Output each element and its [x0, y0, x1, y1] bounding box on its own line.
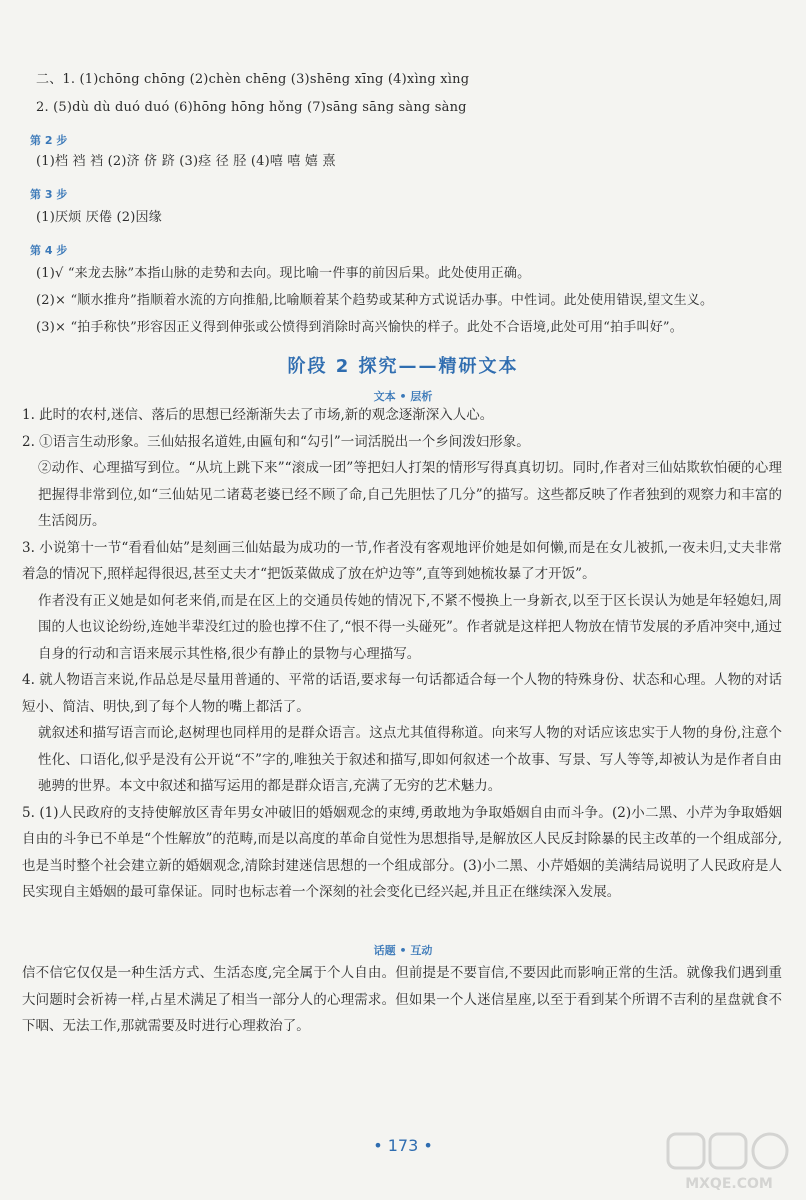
pinyin-line-2: 2. (5)dù dù duó duó (6)hōng hōng hǒng (7)sāng sāng sàng sàng: [36, 100, 467, 115]
step-2-heading: 第 2 步: [30, 134, 68, 147]
topic-paragraph: 信不信它仅仅是一种生活方式、生活态度,完全属于个人自由。但前提是不要盲信,不要因此而影响正常的生活。就像我们遇到重大问题时会祈祷一样,占星术满足了相当一部分人的心理需求。但如果一个人迷信星座,以至于看到某个所谓不吉利的星盘就食不下咽、无法工作,那就需要及时进行心理救治了。: [22, 965, 782, 1034]
step-3-answers: (1)厌烦 厌倦 (2)因缘: [36, 210, 162, 225]
step-4-item: (3)× “拍手称快”形容因正义得到伸张或公愤得到消除时高兴愉快的样子。此处不合语境,此处可用“拍手叫好”。: [36, 320, 683, 335]
watermark-text: MXQE.COM: [685, 1176, 773, 1192]
page-number: • 173 •: [373, 1136, 433, 1155]
answer-3-part-2: 作者没有正义她是如何老来俏,而是在区上的交通员传她的情况下,不紧不慢换上一身新衣,以至于区长误认为她是年轻媳妇,周围的人也议论纷纷,连她半辈没红过的脸也撑不住了,“恨不得一头碰死”。作者就是这样把人物放在情节发展的矛盾冲突中,通过自身的行动和言语来展示其性格,很少有静止的景物与心理描写。: [38, 592, 782, 662]
step-4-item: (2)× “顺水推舟”指顺着水流的方向推船,比喻顺着某个趋势或某种方式说话办事。中性词。此处使用错误,望文生义。: [36, 293, 714, 308]
step-3-heading: 第 3 步: [30, 188, 68, 201]
answer-3-part-1: 3. 小说第十一节“看看仙姑”是刻画三仙姑最为成功的一节,作者没有客观地评价她是如何懒,而是在女儿被抓,一夜未归,丈夫非常着急的情况下,照样起得很迟,甚至丈夫才“把饭菜做成了放在炉边等”,直等到她梳妆暴了才开饭”。: [22, 539, 782, 582]
section-topic-interaction-title: 话题 • 互动: [373, 944, 433, 957]
answer-4-part-1: 4. 就人物语言来说,作品总是尽量用普通的、平常的话语,要求每一句话都适合每一个人物的特殊身份、状态和心理。人物的对话短小、简洁、明快,到了每个人物的嘴上都活了。: [22, 672, 782, 715]
step-2-answers: (1)档 裆 裆 (2)济 侪 跻 (3)痉 径 胫 (4)嘻 嘻 嬉 熹: [36, 154, 336, 169]
answer-2-part-2: ②动作、心理描写到位。“从坑上跳下来”“滚成一团”等把妇人打架的情形写得真真切切。同时,作者对三仙姑欺软怕硬的心理把握得非常到位,如“三仙姑见二诸葛老婆已经不顾了命,自己先胆怯了几分”的描写。这些都反映了作者独到的观察力和丰富的生活阅历。: [38, 460, 782, 529]
step-4-heading: 第 4 步: [30, 244, 68, 257]
pinyin-line-1: 二、1. (1)chōng chōng (2)chèn chēng (3)shēng xīng (4)xìng xìng: [36, 72, 470, 87]
watermark-logo: [664, 1130, 794, 1194]
answer-2-part-1: 2. ①语言生动形象。三仙姑报名道姓,由匾旬和“勾引”一词活脱出一个乡间泼妇形象。: [22, 433, 530, 450]
answer-4-part-2: 就叙述和描写语言而论,赵树理也同样用的是群众语言。这点尤其值得称道。向来写人物的对话应该忠实于人物的身份,注意个性化、口语化,似乎是没有公开说“不”字的,唯独关于叙述和描写,即如何叙述一个故事、写景、写人等等,却被认为是作者自由驰骋的世界。本文中叙述和描写运用的都是群众语言,充满了无穷的艺术魅力。: [38, 725, 782, 794]
stage-2-title: 阶段 2 探究——精研文本: [287, 356, 519, 377]
answers-block: [22, 402, 782, 906]
answer-5: 5. (1)人民政府的支持使解放区青年男女冲破旧的婚姻观念的束缚,勇敢地为争取婚姻自由而斗争。(2)小二黑、小芹为争取婚姻自由的斗争已不单是“个性解放”的范畴,而是以高度的革命自觉性为思想指导,是解放区人民反封除暴的民主改革的一个组成部分,也是当时整个社会建立新的婚姻观念,清除封建迷信思想的一个组成部分。(3)小二黑、小芹婚姻的美满结局说明了人民政府是人民实现自主婚姻的最可靠保证。同时也标志着一个深刻的社会变化已经兴起,并且正在继续深入发展。: [22, 804, 782, 900]
answer-1: 1. 此时的农村,迷信、落后的思想已经渐渐失去了市场,新的观念逐渐深入人心。: [22, 407, 494, 423]
step-4-item: (1)√ “来龙去脉”本指山脉的走势和去向。现比喻一件事的前因后果。此处使用正确。: [36, 266, 531, 281]
section-text-analysis-title: 文本 • 层析: [373, 390, 433, 403]
